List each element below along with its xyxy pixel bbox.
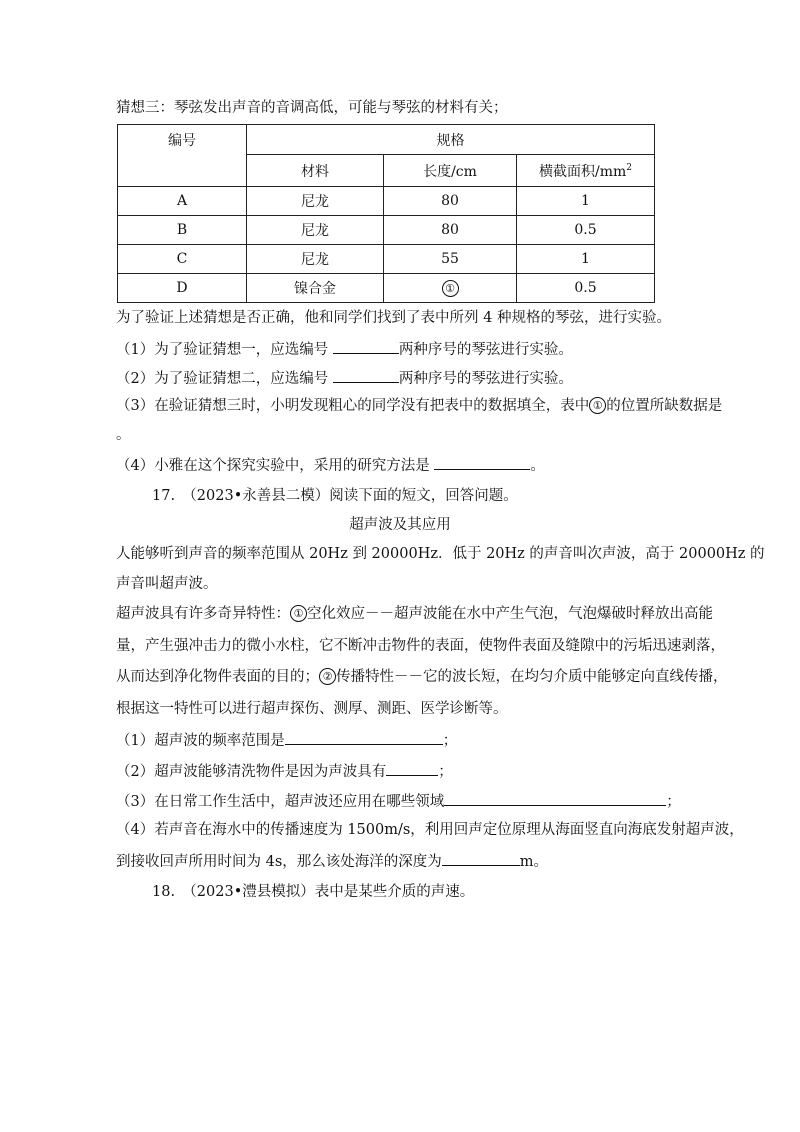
q17-header: 17. （2023•永善县二模）阅读下面的短文，回答问题。 <box>152 488 518 504</box>
answer-blank[interactable] <box>386 760 438 776</box>
q16-part1: （1）为了验证猜想一，应选编号 两种序号的琴弦进行实验。 <box>116 338 573 360</box>
q17-para1-line2: 声音叫超声波。 <box>116 576 218 592</box>
cell-material: 镍合金 <box>247 274 384 303</box>
circled-number-one: ① <box>589 397 606 414</box>
col-header-length: 长度/cm <box>384 155 517 187</box>
answer-blank[interactable] <box>434 454 530 470</box>
table-row <box>118 187 655 216</box>
col-header-spec: 规格 <box>247 125 655 155</box>
q17-sub4-line1: （4）若声音在海水中的传播速度为 1500m/s，利用回声定位原理从海面竖直向海底发射超声波， <box>116 822 744 838</box>
q16-part3-end: 。 <box>116 427 131 443</box>
q17-para2-line1: 超声波具有许多奇异特性： ① 空化效应－－超声波能在水中产生气泡，气泡爆破时释放出高能 <box>116 606 713 622</box>
cell-length: 80 <box>384 216 517 245</box>
q17-para1-line1: 人能够听到声音的频率范围从 20Hz 到 20000Hz．低于 20Hz 的声音叫次声波，高于 20000Hz 的 <box>116 546 765 562</box>
q17-title: 超声波及其应用 <box>349 517 451 533</box>
q17-sub3: （3）在日常工作生活中，超声波还应用在哪些领域 ； <box>116 790 681 812</box>
answer-blank[interactable] <box>333 338 399 354</box>
circled-number-one: ① <box>290 605 307 622</box>
col-header-material: 材料 <box>247 155 384 187</box>
q17-para2-line3: 从而达到净化物件表面的目的； ② 传播特性－－它的波长短，在均匀介质中能够定向直线传播， <box>116 669 728 685</box>
q16-part2: （2）为了验证猜想二，应选编号 两种序号的琴弦进行实验。 <box>116 367 573 389</box>
cell-area: 0.5 <box>517 216 655 245</box>
cell-material: 尼龙 <box>247 245 384 274</box>
q17-para2-line2: 量，产生强冲击力的微小水柱，它不断冲击物件的表面，使物件表面及缝隙中的污垢迅速剥落， <box>116 638 725 654</box>
cell-area: 1 <box>517 187 655 216</box>
circled-number-two: ② <box>319 668 336 685</box>
cell-length: 80 <box>384 187 517 216</box>
cell-id: D <box>118 274 247 303</box>
answer-blank[interactable] <box>285 729 443 745</box>
cell-id: B <box>118 216 247 245</box>
cell-length: 55 <box>384 245 517 274</box>
answer-blank[interactable] <box>444 790 666 806</box>
cell-area: 1 <box>517 245 655 274</box>
spec-table <box>117 124 655 303</box>
table-row <box>118 216 655 245</box>
cell-length <box>384 274 517 303</box>
table-row <box>118 274 655 303</box>
q16-part4: （4）小雅在这个探究实验中，采用的研究方法是 。 <box>116 454 545 476</box>
q16-part3: （3）在验证猜想三时，小明发现粗心的同学没有把表中的数据填全，表中 ① 的位置所缺数据是 <box>116 398 723 414</box>
missing-value-marker: ① <box>442 280 459 297</box>
table-header-row <box>118 125 655 155</box>
q17-sub2: （2）超声波能够清洗物件是因为声波具有 ； <box>116 760 453 782</box>
q17-sub1: （1）超声波的频率范围是 ； <box>116 729 457 751</box>
col-header-id: 编号 <box>118 125 247 187</box>
cell-material: 尼龙 <box>247 216 384 245</box>
cell-id: A <box>118 187 247 216</box>
q18-header: 18. （2023•澧县模拟）表中是某些介质的声速。 <box>152 884 475 900</box>
cell-area: 0.5 <box>517 274 655 303</box>
q16-intro: 为了验证上述猜想是否正确，他和同学们找到了表中所列 4 种规格的琴弦，进行实验。 <box>116 310 671 326</box>
guess-three: 猜想三：琴弦发出声音的音调高低，可能与琴弦的材料有关； <box>116 100 508 116</box>
table-row <box>118 245 655 274</box>
q17-para2-line4: 根据这一特性可以进行超声探伤、测厚、测距、医学诊断等。 <box>116 701 508 717</box>
answer-blank[interactable] <box>442 850 520 866</box>
q17-sub4-line2: 到接收回声所用时间为 4s，那么该处海洋的深度为 m。 <box>116 850 548 872</box>
cell-material: 尼龙 <box>247 187 384 216</box>
col-header-area: 横截面积$/mm^2$ <box>517 155 655 187</box>
cell-id: C <box>118 245 247 274</box>
answer-blank[interactable] <box>333 367 399 383</box>
